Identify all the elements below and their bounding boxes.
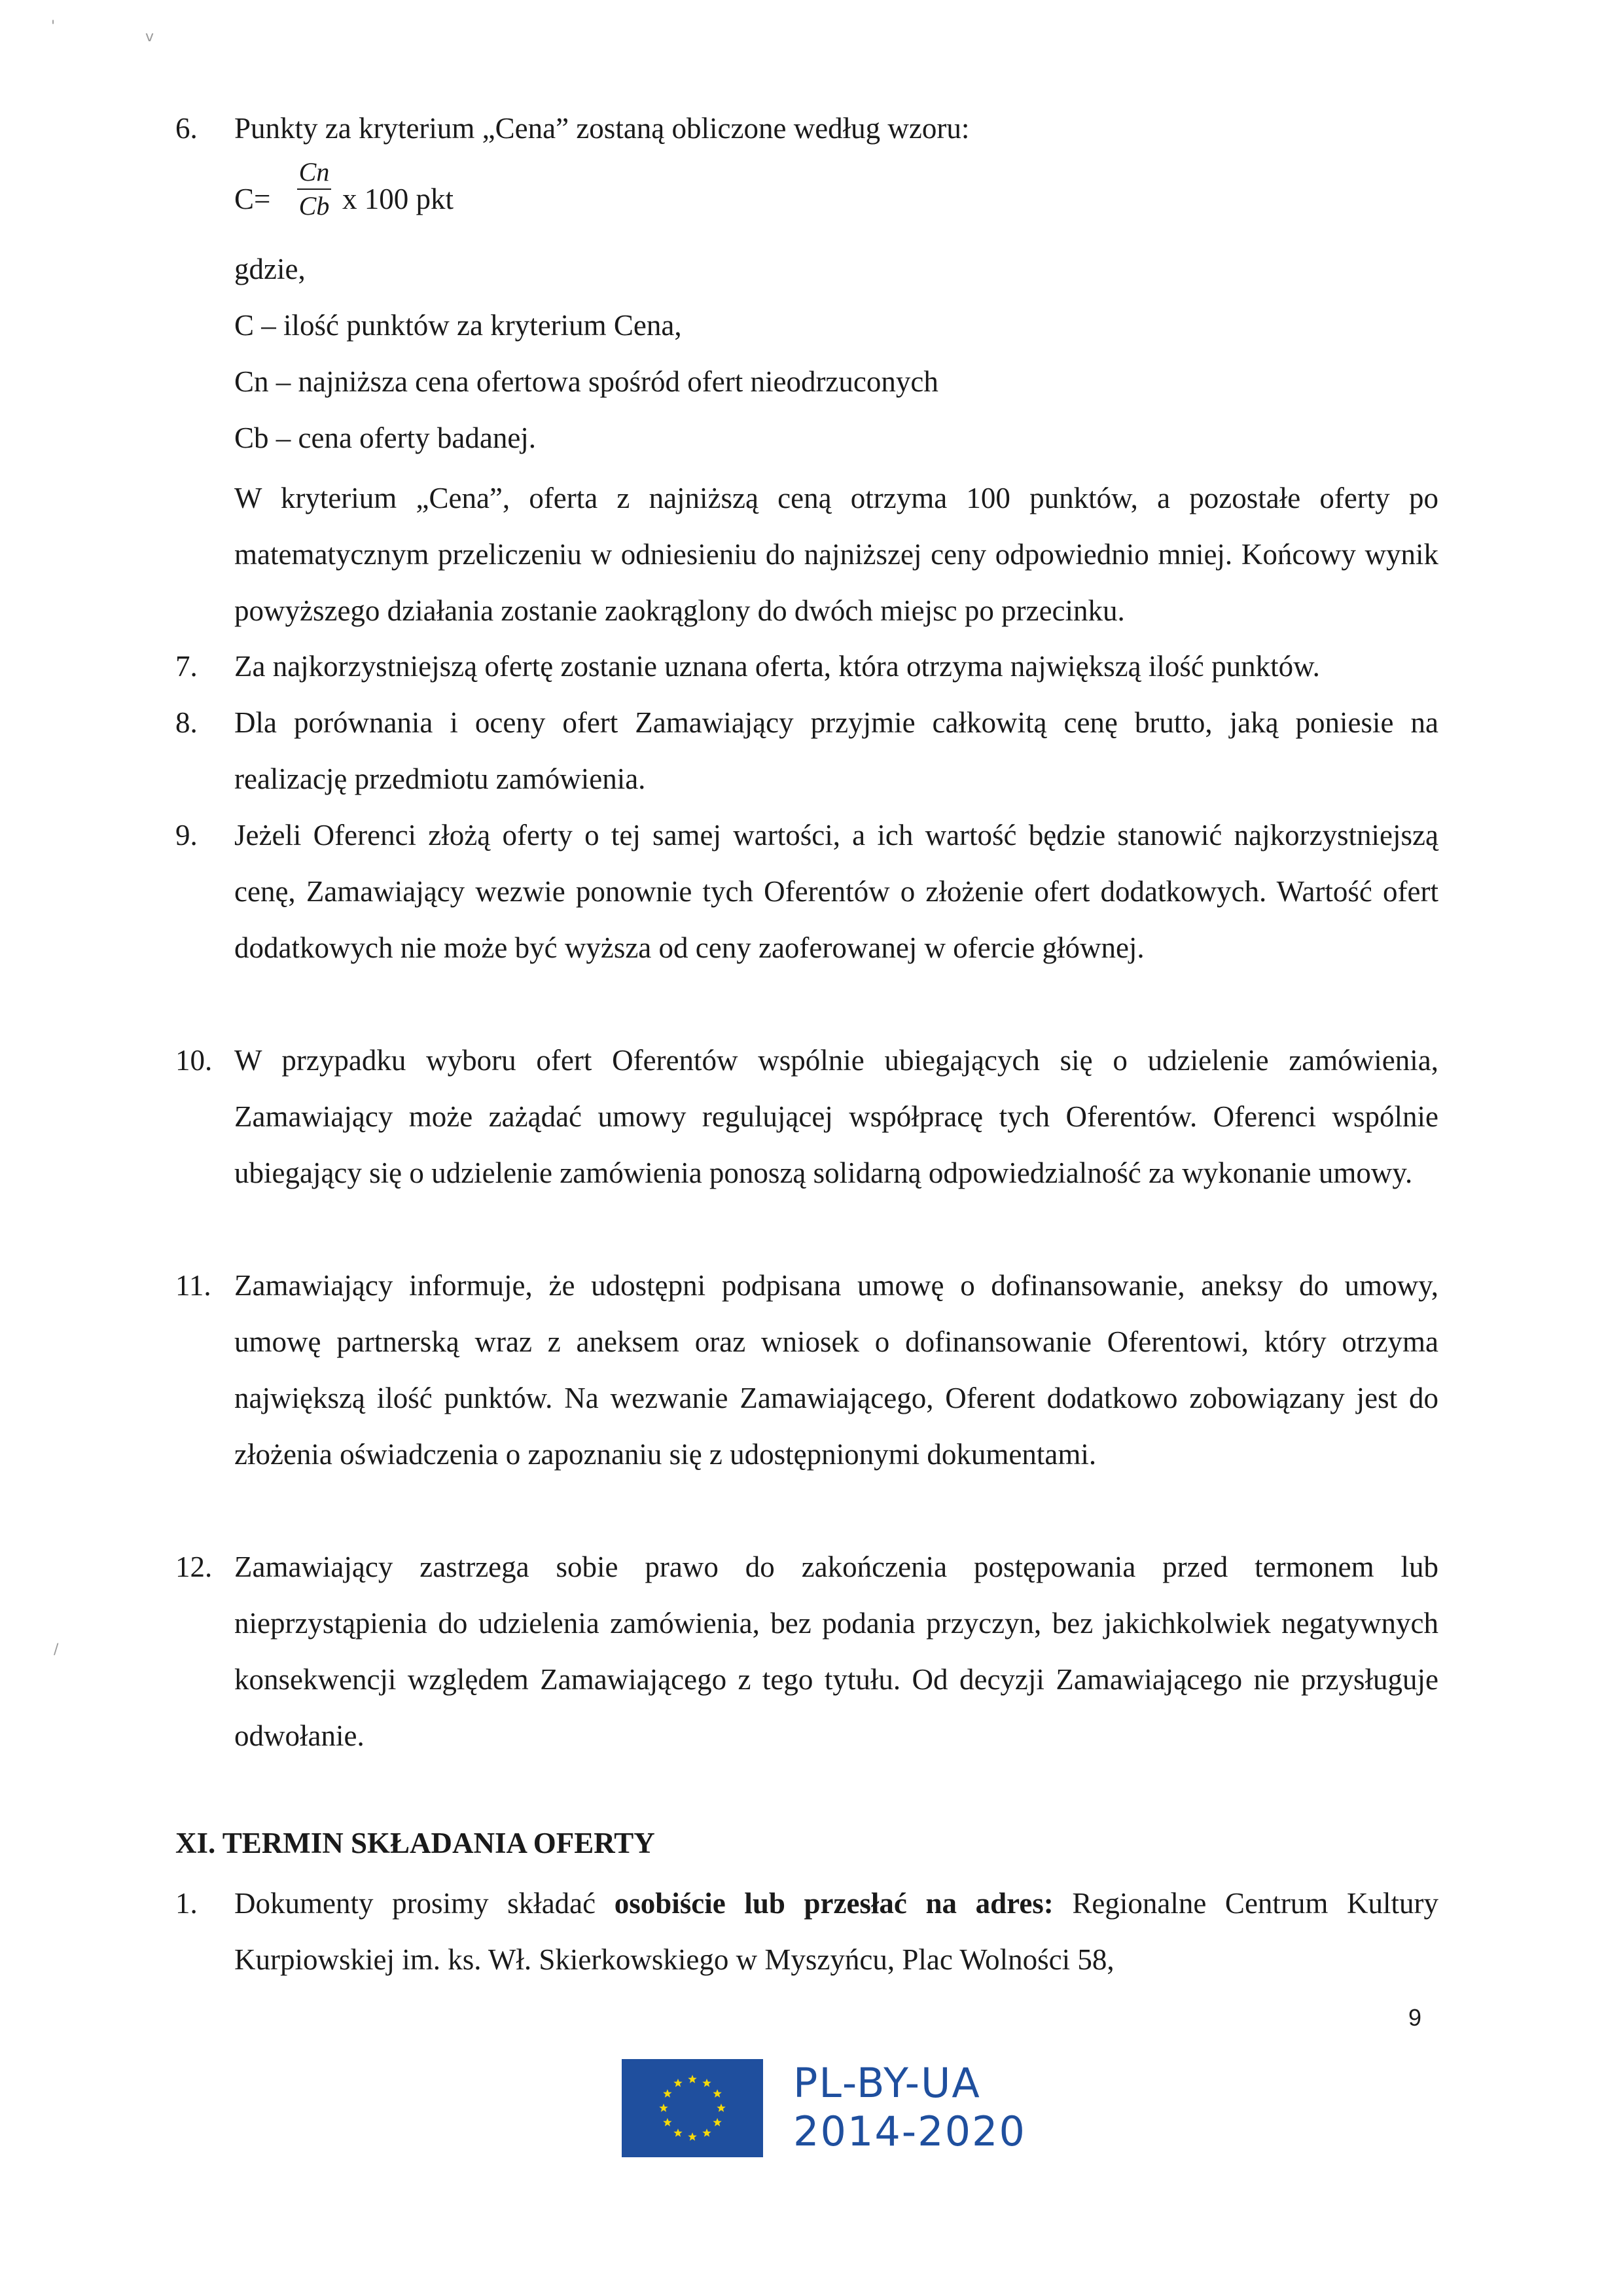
definition-line: Cn – najniższa cena ofertowa spośród ofert nieodrzuconych <box>234 365 938 398</box>
item-number: 11. <box>175 1269 211 1302</box>
eu-star-icon <box>663 2118 671 2126</box>
formula-rhs: x 100 pkt <box>342 183 454 215</box>
item-text: Za najkorzystniejszą ofertę zostanie uznana oferta, która otrzyma największą ilość punktów. <box>234 650 1320 683</box>
item-text <box>234 1875 1438 1988</box>
section-heading: XI. TERMIN SKŁADANIA OFERTY <box>175 1827 655 1859</box>
item-text-lead: Dokumenty prosimy składać <box>234 1887 615 1920</box>
eu-star-icon <box>713 2118 721 2126</box>
logo-line-1: PL-BY-UA <box>793 2059 981 2107</box>
list-item-12 <box>175 1539 1438 1764</box>
item-text: Dla porównania i oceny ofert Zamawiający przyjmie całkowitą cenę brutto, jaką poniesie na realizację przedmiotu zamówienia. <box>234 706 1438 795</box>
logo-line-2: 2014-2020 <box>793 2108 1026 2155</box>
item-number: 10. <box>175 1044 213 1077</box>
eu-star-icon <box>673 2128 682 2137</box>
item-number: 1. <box>175 1887 198 1920</box>
item-text: Jeżeli Oferenci złożą oferty o tej samej wartości, a ich wartość będzie stanowić najkorzystniejszą cenę, Zamawiający wezwie ponownie tych Oferentów o złożenie ofert dodatkowych. Wartość ofert dodatkowych nie może być wyższa od ceny zaoferowanej w ofercie głównej. <box>234 819 1438 964</box>
page-number: 9 <box>1408 2004 1422 2031</box>
eu-star-icon <box>688 2075 696 2083</box>
list-item-7 <box>175 638 1438 694</box>
formula-fraction <box>294 157 334 221</box>
scan-mark: v <box>145 29 154 45</box>
program-logo <box>622 2059 1054 2157</box>
item-text-bold: osobiście lub przesłać na adres: <box>614 1887 1054 1920</box>
item-number: 6. <box>175 112 198 145</box>
eu-star-icon <box>713 2089 721 2098</box>
list-item-6 <box>175 100 1438 156</box>
fraction-bar <box>297 188 331 190</box>
item-6-paragraph <box>175 470 1438 639</box>
item-text: W przypadku wyboru ofert Oferentów wspólnie ubiegających się o udzielenie zamówienia, Zamawiający może zażądać umowy regulującej współpracę tych Oferentów. Oferenci wspólnie ubiegający się o udzielenie zamówienia ponoszą solidarną odpowiedzialność za wykonanie umowy. <box>234 1044 1438 1189</box>
item-number: 12. <box>175 1551 213 1583</box>
item-text: Punkty za kryterium „Cena” zostaną obliczone według wzoru: <box>234 112 970 145</box>
item-number: 7. <box>175 650 198 683</box>
item-number: 8. <box>175 706 198 739</box>
eu-star-icon <box>659 2104 668 2112</box>
definition-line: Cb – cena oferty badanej. <box>234 422 537 454</box>
definition-line: C – ilość punktów za kryterium Cena, <box>234 309 682 342</box>
formula-numerator: Cn <box>298 157 330 187</box>
where-label: gdzie, <box>234 253 306 285</box>
logo-text <box>793 2059 1026 2156</box>
item-text: Zamawiający zastrzega sobie prawo do zakończenia postępowania przed termonem lub nieprzystąpienia do udzielenia zamówienia, bez podania przyczyn, bez jakichkolwiek negatywnych konsekwencji względem Zamawiającego z tego tytułu. Od decyzji Zamawiającego nie przysługuje odwołanie. <box>234 1551 1438 1752</box>
eu-star-icon <box>663 2089 671 2098</box>
list-item-11 <box>175 1257 1438 1482</box>
list-item-9 <box>175 807 1438 976</box>
eu-star-icon <box>673 2079 682 2087</box>
item-text-rest: Regionalne Centrum Kultury Kurpiowskiej im. ks. Wł. Skierkowskiego w Myszyńcu, Plac Wolności 58, <box>234 1887 1438 1976</box>
scan-mark: ' <box>51 18 56 35</box>
list-item-8 <box>175 694 1438 807</box>
formula-lhs: C= <box>234 183 271 215</box>
paragraph-text: W kryterium „Cena”, oferta z najniższą ceną otrzyma 100 punktów, a pozostałe oferty po matematycznym przeliczeniu w odniesieniu do najniższej ceny odpowiednio mniej. Końcowy wynik powyższego działania zostanie zaokrąglony do dwóch miejsc po przecinku. <box>234 482 1438 627</box>
eu-star-icon <box>702 2079 711 2087</box>
eu-star-icon <box>688 2132 696 2141</box>
formula-denominator: Cb <box>298 191 330 221</box>
eu-flag-icon <box>622 2059 763 2157</box>
item-number: 9. <box>175 819 198 852</box>
eu-star-icon <box>702 2128 711 2137</box>
section-item-1 <box>175 1875 1438 1988</box>
item-text: Zamawiający informuje, że udostępni podpisana umowę o dofinansowanie, aneksy do umowy, umowę partnerską wraz z aneksem oraz wniosek o dofinansowanie Oferentowi, który otrzyma największą ilość punktów. Na wezwanie Zamawiającego, Oferent dodatkowo zobowiązany jest do złożenia oświadczenia o zapoznaniu się z udostępnionymi dokumentami. <box>234 1269 1438 1471</box>
formula-definitions <box>234 241 938 466</box>
eu-star-icon <box>717 2104 725 2112</box>
list-item-10 <box>175 1032 1438 1201</box>
scan-mark: / <box>54 1641 59 1658</box>
